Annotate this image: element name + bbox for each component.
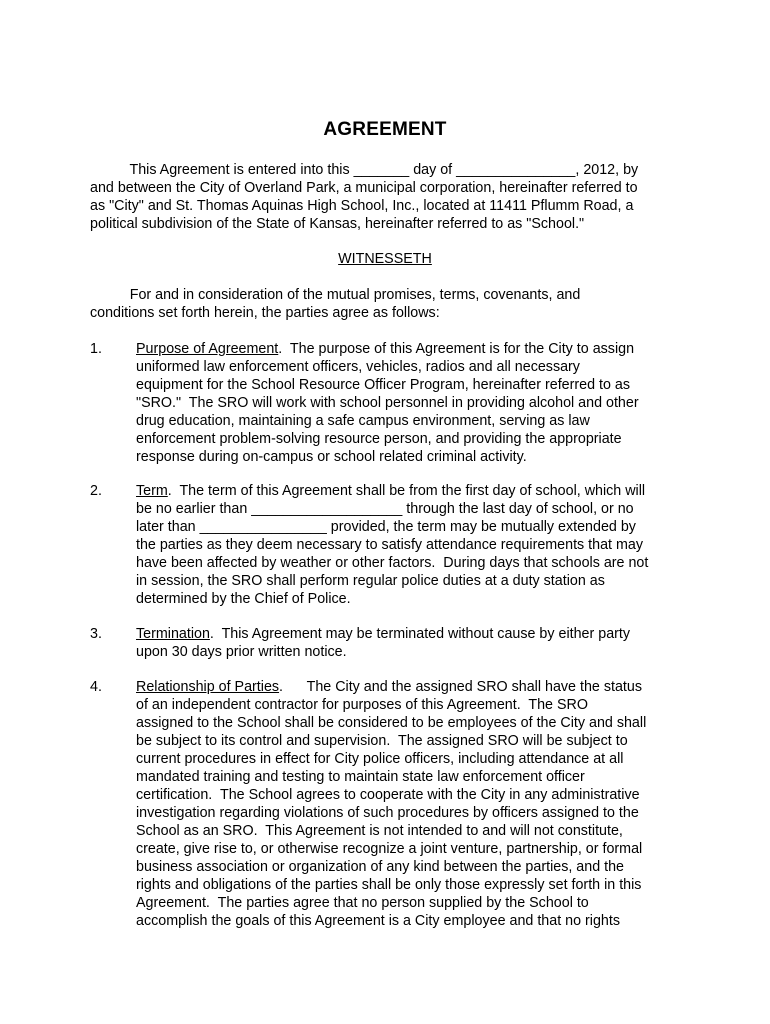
section-first-text: . The purpose of this Agreement is for the City to assign xyxy=(278,341,635,357)
section-body xyxy=(136,482,696,608)
section-line: response during on-campus or school related criminal activity. xyxy=(136,449,527,465)
section-line: drug education, maintaining a safe campus environment, serving as law xyxy=(136,413,590,429)
section-heading: Purpose of Agreement xyxy=(136,341,279,357)
section-number: 1. xyxy=(90,341,102,357)
section-line: later than ________________ provided, the term may be mutually extended by xyxy=(136,519,636,535)
section-line: business association or organization of any kind between the parties, and the xyxy=(136,859,624,875)
section-number: 4. xyxy=(90,679,102,695)
section-line: accomplish the goals of this Agreement is a City employee and that no rights xyxy=(136,913,620,929)
section-heading: Relationship of Parties xyxy=(136,679,280,695)
section-number: 2. xyxy=(90,483,102,499)
section-line: be no earlier than ___________________ through the last day of school, or no xyxy=(136,501,634,517)
section-line: the parties as they deem necessary to satisfy attendance requirements that may xyxy=(136,537,644,553)
section-first-line xyxy=(136,340,696,358)
section-line: current procedures in effect for City police officers, including attendance at all xyxy=(136,751,624,767)
section-line: investigation regarding violations of such procedures by officers assigned to the xyxy=(136,805,639,821)
intro-paragraph xyxy=(90,161,690,233)
section-body xyxy=(136,625,696,661)
section-body xyxy=(136,340,696,466)
section-line: mandated training and testing to maintain state law enforcement officer xyxy=(136,769,585,785)
section-line: upon 30 days prior written notice. xyxy=(136,644,347,660)
section-line: in session, the SRO shall perform regular police duties at a duty station as xyxy=(136,573,605,589)
section-line: rights and obligations of the parties shall be only those expressly set forth in this xyxy=(136,877,642,893)
section-heading: Termination xyxy=(136,626,210,642)
intro-line: political subdivision of the State of Kansas, hereinafter referred to as "School." xyxy=(90,216,585,232)
consideration-paragraph xyxy=(90,286,690,322)
section-line: "SRO." The SRO will work with school personnel in providing alcohol and other xyxy=(136,395,639,411)
document-title: AGREEMENT xyxy=(323,119,447,140)
intro-line: as "City" and St. Thomas Aquinas High School, Inc., located at 11411 Pflumm Road, a xyxy=(90,198,634,214)
section-line: Agreement. The parties agree that no person supplied by the School to xyxy=(136,895,589,911)
section-line: be subject to its control and supervision. The assigned SRO will be subject to xyxy=(136,733,628,749)
section-first-line xyxy=(136,678,696,696)
section-line: School as an SRO. This Agreement is not intended to and will not constitute, xyxy=(136,823,623,839)
section-line: uniformed law enforcement officers, vehicles, radios and all necessary xyxy=(136,359,580,375)
section-body xyxy=(136,678,696,930)
section-first-line xyxy=(136,625,696,643)
consideration-line: conditions set forth herein, the parties agree as follows: xyxy=(90,305,440,321)
section-line: have been affected by weather or other factors. During days that schools are not xyxy=(136,555,649,571)
intro-line: This Agreement is entered into this _______ day of _______________, 2012, by xyxy=(90,162,639,178)
section-number: 3. xyxy=(90,626,102,642)
section-first-text: . The City and the assigned SRO shall have the status xyxy=(279,679,642,695)
consideration-line: For and in consideration of the mutual promises, terms, covenants, and xyxy=(90,287,581,303)
section-first-line xyxy=(136,482,696,500)
section-line: create, give rise to, or otherwise recognize a joint venture, partnership, or formal xyxy=(136,841,643,857)
section-line: determined by the Chief of Police. xyxy=(136,591,351,607)
witnesseth-heading: WITNESSETH xyxy=(338,251,432,267)
section-line: certification. The School agrees to cooperate with the City in any administrative xyxy=(136,787,640,803)
section-line: enforcement problem-solving resource person, and providing the appropriate xyxy=(136,431,622,447)
section-line: equipment for the School Resource Officer Program, hereinafter referred to as xyxy=(136,377,631,393)
section-first-text: . This Agreement may be terminated without cause by either party xyxy=(209,626,631,642)
section-heading: Term xyxy=(136,483,168,499)
intro-line: and between the City of Overland Park, a municipal corporation, hereinafter referred to xyxy=(90,180,638,196)
section-line: assigned to the School shall be considered to be employees of the City and shall xyxy=(136,715,647,731)
section-line: of an independent contractor for purposes of this Agreement. The SRO xyxy=(136,697,588,713)
section-first-text: . The term of this Agreement shall be from the first day of school, which will xyxy=(167,483,646,499)
